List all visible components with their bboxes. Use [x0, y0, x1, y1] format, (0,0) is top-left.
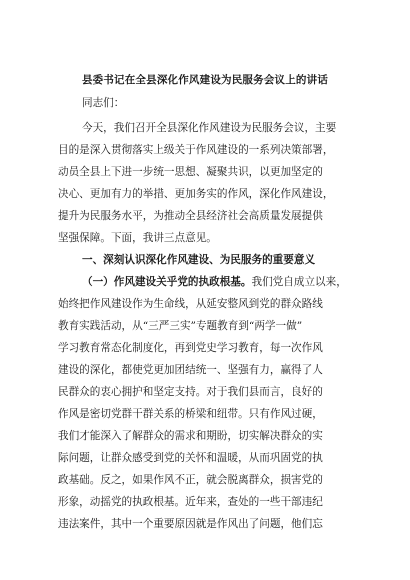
paragraph-line: 学习教育常态化制度化，再到党史学习教育，每一次作风 [58, 342, 323, 354]
paragraph-line: 提升为民服务水平，为推动全县经济社会高质量发展提供 [58, 210, 323, 222]
paragraph-line: 作风是密切党群干群关系的桥梁和纽带。只有作风过硬， [58, 408, 323, 420]
subheading: （一）作风建设关乎党的执政根基。 [82, 276, 252, 288]
paragraph-line: 始终把作风建设作为生命线，从延安整风到党的群众路线 [58, 298, 323, 310]
subheading-line [82, 275, 372, 289]
paragraph-line: 际问题，让群众感受到党的关怀和温暖，从而巩固党的执 [58, 452, 323, 464]
paragraph-line: 建设的深化，都使党更加团结统一、坚强有力，赢得了人 [58, 364, 323, 376]
paragraph-line: 决心、更加有力的举措、更加务实的作风，深化作风建设， [58, 188, 334, 200]
paragraph-line: 目的是深入贯彻落实上级关于作风建设的一系列决策部署， [58, 144, 334, 156]
paragraph-line: 政基础。反之，如果作风不正，就会脱离群众，损害党的 [58, 474, 323, 486]
paragraph-line: 今天，我们召开全县深化作风建设为民服务会议，主要 [82, 122, 337, 134]
document-title: 县委书记在全县深化作风建设为民服务会议上的讲话 [81, 74, 329, 86]
paragraph-line: 动员全县上下进一步统一思想、凝聚共识，以更加坚定的 [58, 166, 323, 178]
paragraph-line: 违法案件，其中一个重要原因就是作风出了问题，他们忘 [58, 518, 323, 530]
section-heading: 一、深刻认识深化作风建设、为民服务的重要意义 [82, 254, 316, 266]
paragraph-line: 坚强保障。下面，我讲三点意见。 [58, 232, 217, 244]
paragraph-line: 我们才能深入了解群众的需求和期盼，切实解决群众的实 [58, 430, 323, 442]
paragraph-line: 民群众的衷心拥护和坚定支持。对于我们县而言，良好的 [58, 386, 323, 398]
subheading-tail: 我们党自成立以来， [251, 276, 347, 288]
paragraph-line: 形象，动摇党的执政根基。近年来，查处的一些干部违纪 [58, 496, 323, 508]
salutation: 同志们： [82, 97, 125, 109]
paragraph-line: 教育实践活动，从“三严三实”专题教育到“两学一做” [58, 320, 303, 332]
